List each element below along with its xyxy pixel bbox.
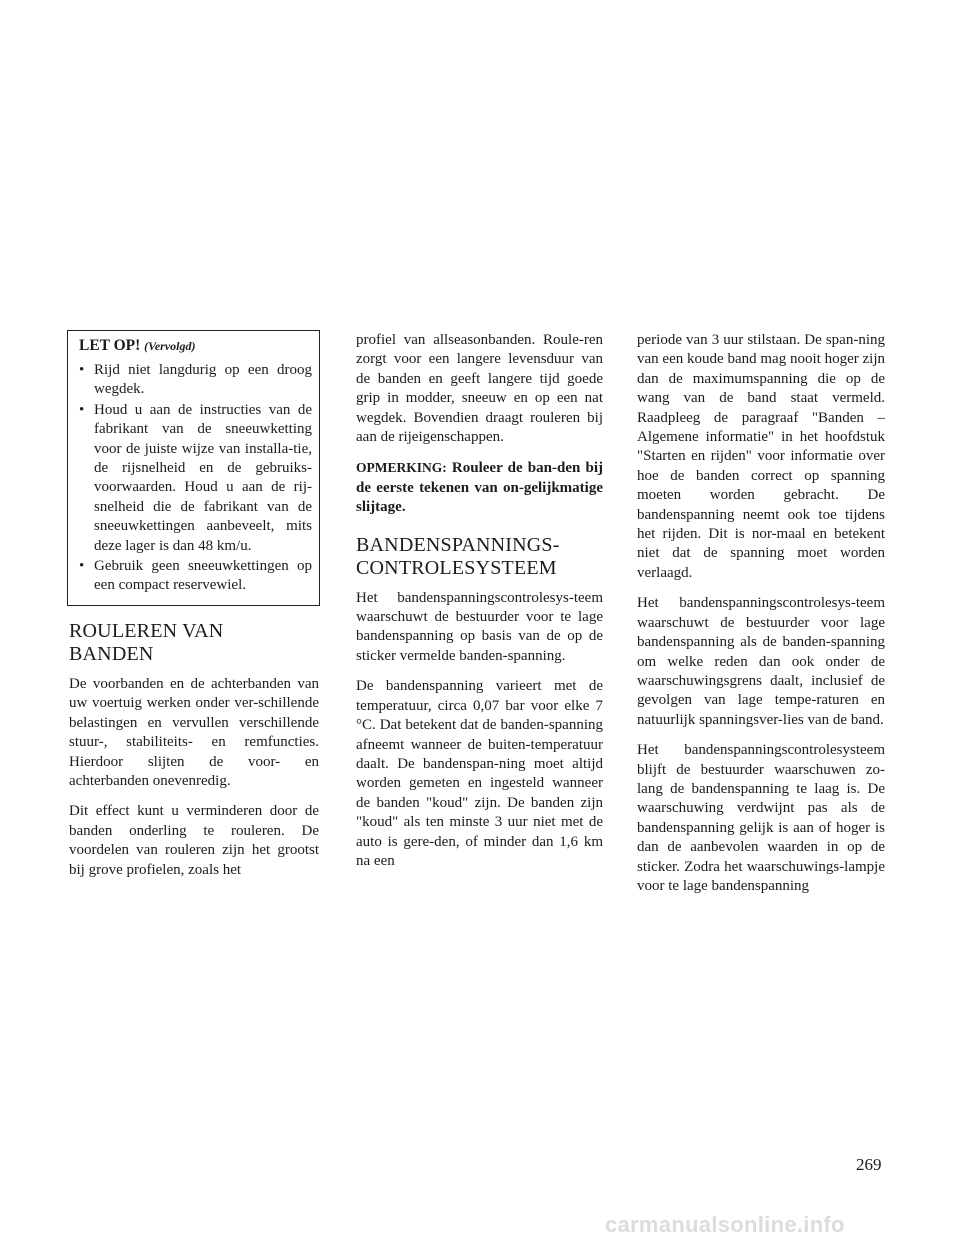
note	[356, 458, 603, 517]
warning-title	[79, 337, 312, 355]
column-1	[69, 330, 319, 891]
warning-item: • Rijd niet langdurig op een droog wegdek.	[79, 362, 312, 398]
column-2	[356, 331, 603, 882]
paragraph: Dit effect kunt u verminderen door de banden onderling te rouleren. De voordelen van rouleren zijn het grootst bij grove profielen, zoals het	[69, 803, 319, 878]
paragraph-continued: periode van 3 uur stilstaan. De span-ning van een koude band mag nooit hoger zijn dan de maximumspanning die op de wang van de band staat vermeld. Raadpleeg de paragraaf "Banden – Algemene informatie" in het hoofdstuk "Starten en rijden" voor informatie over hoe de banden correct op spanning moeten worden gebracht. De bandenspanning neemt ook toe tijdens het rijden. Dit is nor-maal en betekent niet dat de spanning moet worden verlaagd.	[637, 332, 885, 581]
warning-continued: (Vervolgd)	[144, 339, 196, 353]
bullet-icon: •	[79, 558, 85, 575]
warning-list	[76, 361, 312, 596]
bullet-icon: •	[79, 401, 85, 418]
warning-item: • Gebruik geen sneeuwkettingen op een compact reservewiel.	[79, 558, 312, 594]
paragraph: De bandenspanning varieert met de temperatuur, circa 0,07 bar voor elke 7 °C. Dat betekent dat de banden-spanning afneemt wanneer de buiten-temperatuur daalt. De bandenspan-ning moet altijd worden gemeten en ingesteld wanneer de banden "koud" zijn. De banden zijn "koud" als ten minste 3 uur niet met de auto is gere-den, of minder dan 1,6 km na een	[356, 678, 603, 869]
column-3	[637, 331, 885, 907]
note-text: Rouleer de ban-den bij de eerste tekenen van on-gelijkmatige slijtage.	[356, 460, 603, 516]
section-heading-tire-rotation: ROULEREN VAN BANDEN	[69, 619, 224, 665]
paragraph: Het bandenspanningscontrolesys-teem waarschuwt de bestuurder voor lage bandenspanning als de banden-spanning om welke reden dan ook onder de waarschuwingsgrens daalt, inclusief de gevolgen van lage tempe-raturen en natuurlijk spanningsver-lies van de band.	[637, 595, 885, 728]
paragraph-continued: profiel van allseasonbanden. Roule-ren zorgt voor een langere levensduur van de banden en geeft langere tijd goede grip in modder, sneeuw en op een nat wegdek. Bovendien draagt rouleren bij aan de rijeigenschappen.	[356, 332, 603, 446]
warning-item: • Houd u aan de instructies van de fabrikant van de sneeuwketting voor de juiste wijze van installa-tie, de rijsnelheid en de gebruiks-voorwaarden. Houd u aan de rij-snelheid die de fabrikant van de sneeuwkettingen aanbeveelt, mits deze lager is dan 48 km/u.	[79, 401, 312, 554]
watermark-logo: carmanualsonline.info	[605, 1212, 845, 1237]
bullet-icon: •	[79, 362, 85, 378]
warning-title-text: LET OP!	[79, 337, 141, 354]
note-label: OPMERKING:	[356, 460, 447, 476]
paragraph: De voorbanden en de achterbanden van uw voertuig werken onder ver-schillende belastingen en vervullen verschillende stuur-, stabiliteits- en remfuncties. Hierdoor slijten de voor- en achterbanden onevenredig.	[69, 675, 319, 789]
page-number: 269	[856, 1155, 882, 1174]
warning-box	[67, 330, 320, 606]
paragraph: Het bandenspanningscontrolesysteem blijft de bestuurder waarschuwen zo-lang de bandenspanning te laag is. De waarschuwing verdwijnt pas als de bandenspanning gelijk is aan of hoger is dan de aanbevolen waarden in op de sticker. Zodra het waarschuwings-lampje voor te lage bandenspanning	[637, 742, 885, 894]
paragraph: Het bandenspanningscontrolesys-teem waarschuwt de bestuurder voor te lage bandenspanning op basis van de op de sticker vermelde banden-spanning.	[356, 589, 603, 664]
section-heading-tpms: BANDENSPANNINGS- CONTROLESYSTEEM	[356, 533, 560, 579]
